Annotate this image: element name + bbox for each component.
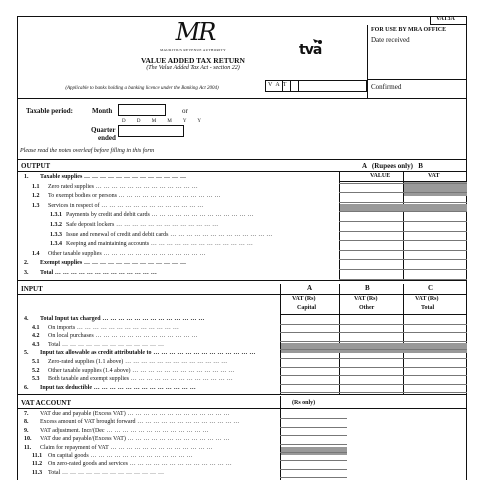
vat-account-heading-line [17, 408, 467, 409]
output-row-number: 1.3 [32, 202, 40, 209]
input-row-label: On local purchases ... . [48, 333, 198, 339]
vat-account-row-number: 11. [24, 444, 32, 451]
vat-account-row [32, 453, 193, 459]
vat-label: V A T [268, 82, 288, 88]
vat-account-row [24, 445, 213, 451]
period-bottom-line [17, 159, 467, 160]
value-col-label: VALUE [370, 173, 391, 179]
output-row-number: 1.3.3 [50, 231, 62, 238]
vat-account-row-number: 11.1 [32, 453, 43, 459]
input-row-line [280, 349, 467, 350]
input-col-c: C [428, 284, 434, 292]
input-row [24, 316, 205, 322]
output-row [24, 270, 157, 276]
output-bottom-line [17, 280, 467, 281]
vat-col-label: VAT [428, 173, 440, 179]
vat-cell-divider [282, 80, 283, 92]
input-row-number: 5.1 [32, 359, 40, 365]
vat-account-row-label: Total ... . [48, 470, 164, 476]
vat-account-heading: VAT ACCOUNT [21, 399, 71, 407]
vat-account-row-number: 9. [24, 427, 29, 434]
output-row-line [339, 259, 467, 260]
input-row-number: 4. [24, 316, 29, 322]
vat-account-row-line [280, 469, 347, 470]
output-row-line [339, 240, 467, 241]
output-row-label: To exempt bodies or persons ... . [48, 193, 221, 199]
input-row-label: On imports ... . [48, 325, 179, 331]
vat-account-row-line [280, 460, 347, 461]
mra-logo-subtext: MAURITIUS REVENUE AUTHORITY [160, 48, 226, 52]
input-vat-rs-b: VAT (Rs) [354, 296, 378, 302]
vat-account-row-number: 7. [24, 411, 29, 417]
input-row-label: Zero-rated supplies (1.1 above) ... . [48, 359, 227, 365]
input-bottom-line [17, 394, 467, 395]
vat-account-rs-only: (Rs only) [292, 400, 316, 406]
vat-account-row-line [280, 418, 347, 419]
output-row-label: Services in respect of ... . [48, 203, 203, 209]
input-heading: INPUT [21, 285, 43, 293]
vat-account-row-line [280, 435, 347, 436]
input-col-divider-3 [403, 284, 404, 394]
output-row [50, 222, 218, 228]
date-received-label: Date received [371, 36, 410, 44]
input-row-number: 5. [24, 350, 29, 357]
input-row-line [280, 367, 467, 368]
month-label: Month [92, 107, 113, 115]
output-row-label: Exempt supplies ... . [40, 260, 186, 266]
vat-account-col-divider [280, 396, 281, 480]
vat-account-row-number: 8. [24, 419, 29, 426]
input-col-divider-2 [339, 284, 340, 394]
form-subtitle: (The Value Added Tax Act - section 22) [146, 65, 240, 71]
date-field-letters: D D M M Y Y [122, 119, 207, 124]
output-row-number: 1.4 [32, 250, 40, 257]
output-row-line [339, 269, 467, 270]
read-notes-note: Please read the notes overleaf before filling in this form [20, 148, 155, 154]
input-other-label: Other [359, 305, 375, 311]
output-row-number: 1.3.4 [50, 241, 62, 248]
output-row [32, 193, 221, 199]
input-row [32, 333, 198, 339]
input-col-header-line [280, 314, 467, 315]
quarter-label: Quarter [91, 126, 116, 134]
output-row-line [339, 202, 467, 203]
vat-account-row-label: On capital goods ... . [48, 453, 193, 459]
confirmed-label: Confirmed [371, 83, 402, 91]
input-row [32, 359, 227, 365]
output-heading-line [17, 171, 467, 172]
output-row-number: 3. [24, 270, 29, 276]
input-row [32, 376, 233, 382]
input-total-label: Total [421, 305, 435, 311]
input-row-label: Other taxable supplies (1.4 above) ... . [48, 368, 234, 374]
input-vat-rs-a: VAT (Rs) [292, 296, 316, 302]
input-row [32, 368, 234, 374]
input-row-line [280, 384, 467, 385]
input-capital-label: Capital [297, 305, 317, 311]
form-title: VALUE ADDED TAX RETURN [141, 56, 245, 65]
output-row-number: 2. [24, 260, 29, 267]
vat-account-row-line [280, 427, 347, 428]
output-row [50, 212, 254, 218]
input-row-line [280, 375, 467, 376]
vat-account-row-label: VAT due and payable/(Excess VAT) ... . [40, 436, 230, 442]
quarter-ended-field[interactable] [118, 125, 184, 137]
form-code: VAT3A [436, 16, 455, 22]
input-heading-line [17, 294, 467, 295]
input-row [32, 342, 164, 348]
output-row-number: 1. [24, 174, 29, 180]
mra-logo [155, 18, 235, 48]
output-row-number: 1.3.1 [50, 212, 62, 219]
vat-account-row-label: Excess amount of VAT brought forward ... . [40, 419, 240, 425]
output-row-label: Zero rated supplies ... . [48, 184, 198, 190]
office-use-divider [367, 25, 368, 98]
output-row [32, 251, 206, 257]
input-row-line [280, 332, 467, 333]
input-row-number: 5.2 [32, 367, 40, 374]
output-row [50, 241, 253, 247]
vat-account-row-line [280, 477, 347, 478]
input-row [32, 325, 179, 331]
input-col-divider-1 [280, 284, 281, 394]
input-row-label: Input tax allowable as credit attributable to ... . [40, 350, 256, 356]
office-use-line [367, 79, 467, 80]
input-row-number: 4.3 [32, 341, 40, 348]
month-field[interactable] [118, 104, 166, 116]
vat-account-row-label: Claim for repayment of VAT ... . [40, 445, 213, 451]
vat-cell-divider [290, 80, 291, 92]
input-row-line [280, 358, 467, 359]
ended-label: ended [98, 134, 116, 142]
input-row-label: Input tax deductible ... . [40, 385, 196, 391]
output-row-label: Payments by credit and debit cards ... . [66, 212, 254, 218]
output-row [50, 232, 272, 238]
vat-account-row [32, 470, 164, 476]
vat-cell-divider [298, 80, 299, 92]
output-row [24, 260, 186, 266]
input-row-number: 5.3 [32, 376, 40, 383]
input-row-label: Total Input tax charged ... . [40, 316, 205, 322]
input-col-a: A [307, 284, 313, 292]
output-row-label: Other taxable supplies ... . [48, 251, 206, 257]
output-row-label: Total ... . [40, 270, 157, 276]
input-row-number: 4.2 [32, 333, 40, 340]
output-row [24, 174, 186, 180]
output-row [32, 184, 198, 190]
mra-logo-mark: MR [175, 18, 215, 46]
vat-account-row [24, 419, 240, 425]
input-row [24, 350, 256, 356]
output-row [32, 203, 203, 209]
input-row-number: 6. [24, 384, 29, 391]
office-use-label: FOR USE BY MRA OFFICE [371, 27, 447, 33]
input-row-line [280, 324, 467, 325]
vat-account-row-number: 11.3 [32, 469, 43, 476]
vat-account-row [24, 436, 230, 442]
vat-account-shade [281, 447, 347, 455]
output-row-line [339, 231, 467, 232]
input-row-number: 4.1 [32, 324, 40, 331]
output-shade-vat [404, 182, 467, 196]
input-col-b: B [365, 284, 370, 292]
output-row-line [339, 211, 467, 212]
input-shade-row [281, 343, 467, 353]
input-row [24, 385, 196, 391]
output-col-divider-1 [339, 171, 340, 280]
output-heading: OUTPUT [21, 162, 51, 170]
output-row-line [339, 221, 467, 222]
output-row-number: 1.1 [32, 183, 40, 190]
header-bottom-line [17, 98, 467, 99]
output-row-label: Keeping and maintaining accounts ... . [66, 241, 253, 247]
vat-account-row-line [280, 452, 347, 453]
tva-logo-text: tva [299, 42, 322, 58]
vat-account-row [24, 428, 209, 434]
output-col-header: A (Rupees only) B [362, 162, 423, 170]
output-row-label: Issue and renewal of credit and debit cards ... . [66, 232, 272, 238]
output-row-line [339, 250, 467, 251]
vat-account-row [24, 411, 230, 417]
applicability-note: (Applicable to banks holding a banking licence under the Banking Act 2004) [65, 86, 219, 91]
output-row-label: Safe deposit lockers ... . [66, 222, 218, 228]
vat-account-row-label: On zero-rated goods and services ... . [48, 461, 232, 467]
taxable-period-label: Taxable period: [26, 107, 73, 115]
vat-account-row-line [280, 444, 347, 445]
output-row-label: Taxable supplies ... . [40, 174, 186, 180]
output-row-number: 1.3.2 [50, 222, 62, 228]
input-row-label: Total ... . [48, 342, 164, 348]
output-row-line [339, 183, 467, 184]
input-vat-rs-c: VAT (Rs) [415, 296, 439, 302]
output-row-line [339, 192, 467, 193]
vat-account-row-label: VAT adjustment. Incr/(Dec ... . [40, 428, 209, 434]
vat-account-row-label: VAT due and payable (Excess VAT) ... . [40, 411, 230, 417]
vat-account-row-number: 11.2 [32, 461, 43, 468]
vat-account-row [32, 461, 232, 467]
tva-logo [297, 38, 331, 58]
or-label: or [182, 107, 188, 115]
output-row-number: 1.2 [32, 193, 40, 200]
vat-account-row-number: 10. [24, 436, 32, 443]
input-row-line [280, 341, 467, 342]
input-row-label: Both taxable and exempt supplies ... . [48, 376, 233, 382]
